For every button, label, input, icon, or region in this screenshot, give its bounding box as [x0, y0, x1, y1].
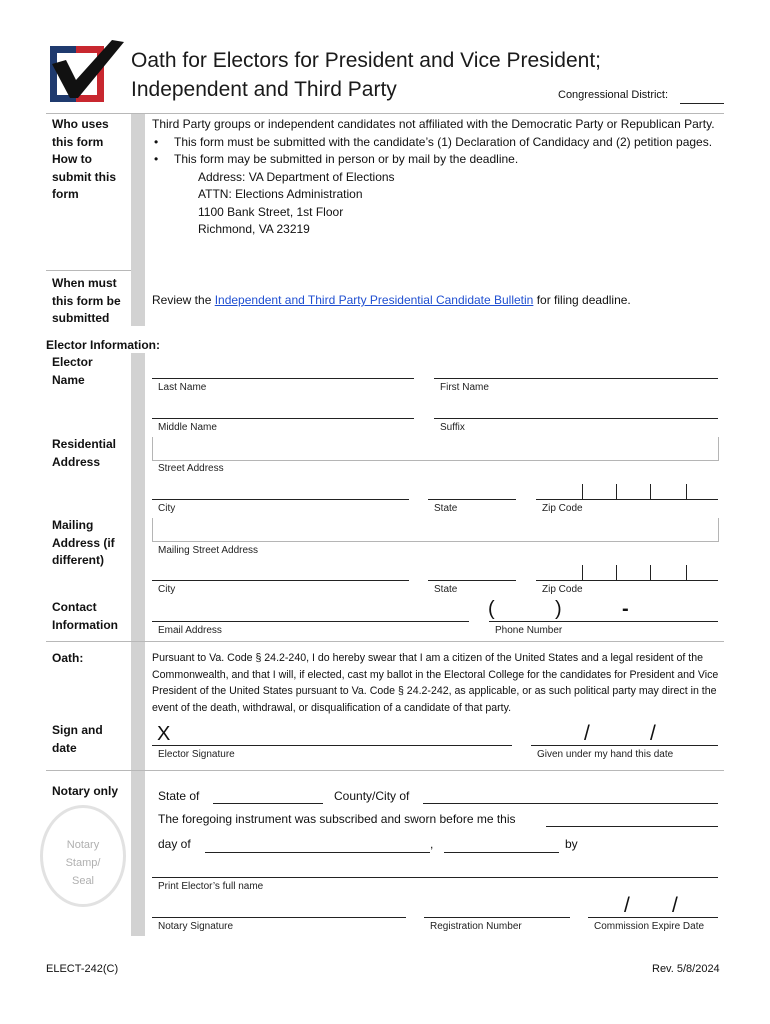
day-of-label: day of: [158, 837, 191, 851]
elector-full-name-field[interactable]: [152, 877, 718, 878]
mailing-zip-caption: Zip Code: [542, 584, 583, 595]
date-slash: /: [650, 722, 656, 745]
mailing-state-caption: State: [434, 584, 458, 595]
state-of-label: State of: [158, 789, 200, 803]
stamp-text: Notary: [66, 839, 100, 851]
year-field[interactable]: [444, 852, 559, 853]
sign-and-date-label: Sign and date: [52, 723, 103, 755]
notary-only-label: Notary only: [52, 784, 119, 798]
commission-slash: /: [624, 894, 630, 917]
print-name-caption: Print Elector’s full name: [158, 881, 264, 892]
elector-information-heading: Elector Information:: [46, 338, 161, 352]
oath-text: Pursuant to Va. Code § 24.2-240, I do hereby swear that I am a citizen of the United States and a legal resident of the Commonwealth, and that I will, if elected, cast my ballot in the Electoral College for the candidates for President and Vice President of the United States pursuant to Va. Code § 24.2-242, as applicable, or as such political party may direct in the event of the death, withdrawal, or disqualification of a candidate of that party.: [152, 652, 719, 714]
foregoing-text: The foregoing instrument was subscribed and sworn before me this: [158, 812, 516, 826]
city-field[interactable]: [152, 499, 409, 500]
suffix-caption: Suffix: [440, 422, 465, 433]
sign-date-field[interactable]: [531, 745, 718, 746]
how-to-submit-label: How to submit this form: [52, 152, 117, 201]
x-mark: X: [157, 723, 171, 745]
date-slash: /: [584, 722, 590, 745]
address-line: 1100 Bank Street, 1st Floor: [198, 204, 344, 219]
address-line: Address: VA Department of Elections: [198, 169, 395, 184]
mailing-address-label: Mailing Address (if different): [52, 518, 115, 567]
mailing-zip-field[interactable]: [536, 580, 718, 581]
mailing-street-caption: Mailing Street Address: [158, 545, 259, 556]
mailing-city-caption: City: [158, 584, 176, 595]
mailing-city-field[interactable]: [152, 580, 409, 581]
last-name-caption: Last Name: [158, 382, 207, 393]
county-city-label: County/City of: [334, 789, 410, 803]
phone-caption: Phone Number: [495, 625, 563, 636]
form-title-line2: Independent and Third Party: [131, 78, 397, 101]
given-date-caption: Given under my hand this date: [537, 749, 674, 760]
comma: ,: [430, 837, 434, 851]
email-field[interactable]: [152, 621, 469, 622]
zip-code-caption: Zip Code: [542, 503, 583, 514]
registration-number-caption: Registration Number: [430, 921, 522, 932]
sworn-day-field[interactable]: [546, 826, 718, 827]
when-prefix: Review the: [152, 293, 215, 307]
county-city-field[interactable]: [423, 803, 718, 804]
registration-number-field[interactable]: [424, 917, 570, 918]
first-name-field[interactable]: [434, 378, 718, 379]
va-elections-logo: [46, 40, 126, 106]
address-line: Richmond, VA 23219: [198, 222, 310, 236]
street-address-caption: Street Address: [158, 463, 224, 474]
first-name-caption: First Name: [440, 382, 489, 393]
suffix-field[interactable]: [434, 418, 718, 419]
phone-open-paren: (: [488, 598, 495, 620]
contact-information-label: Contact Information: [52, 600, 118, 632]
elector-signature-caption: Elector Signature: [158, 749, 235, 760]
stamp-text: Stamp/: [65, 857, 101, 869]
form-id: ELECT-242(C): [46, 963, 119, 975]
who-uses-label: Who uses this form: [52, 117, 109, 149]
when-suffix: for filing deadline.: [533, 293, 631, 307]
form-title-line1: Oath for Electors for President and Vice President;: [131, 49, 602, 72]
phone-dash: -: [622, 598, 629, 620]
bullet-in-person: • This form may be submitted in person or by mail by the deadline.: [152, 151, 724, 169]
commission-slash: /: [672, 894, 678, 917]
bullet-submit-with: • This form must be submitted with the candidate’s (1) Declaration of Candidacy and (2) petition pages.: [152, 134, 724, 152]
state-caption: State: [434, 503, 458, 514]
commission-expire-caption: Commission Expire Date: [594, 921, 705, 932]
month-field[interactable]: [205, 852, 430, 853]
congressional-district-label: Congressional District:: [558, 89, 669, 101]
residential-address-label: Residential Address: [52, 437, 117, 469]
oath-label: Oath:: [52, 651, 84, 665]
phone-field[interactable]: [489, 621, 718, 622]
phone-close-paren: ): [555, 598, 562, 620]
city-caption: City: [158, 503, 176, 514]
state-of-field[interactable]: [213, 803, 323, 804]
notary-signature-field[interactable]: [152, 917, 406, 918]
mailing-state-field[interactable]: [428, 580, 516, 581]
commission-date-field[interactable]: [588, 917, 718, 918]
notary-signature-caption: Notary Signature: [158, 921, 234, 932]
stamp-text: Seal: [71, 875, 95, 887]
address-line: ATTN: Elections Administration: [198, 187, 363, 201]
when-submitted-label: When must this form be submitted: [52, 276, 121, 325]
zip-code-field[interactable]: [536, 499, 718, 500]
middle-name-field[interactable]: [152, 418, 414, 419]
congressional-district-field[interactable]: [680, 103, 724, 104]
state-field[interactable]: [428, 499, 516, 500]
by-label: by: [565, 837, 578, 851]
elector-name-label: Elector Name: [52, 355, 93, 387]
middle-name-caption: Middle Name: [158, 422, 217, 433]
elector-signature-field[interactable]: [152, 745, 512, 746]
bulletin-link[interactable]: Independent and Third Party Presidential Candidate Bulletin: [214, 293, 534, 307]
last-name-field[interactable]: [152, 378, 414, 379]
email-caption: Email Address: [158, 625, 222, 636]
street-address-field[interactable]: [152, 437, 719, 461]
mailing-street-field[interactable]: [152, 518, 719, 542]
who-uses-text: Third Party groups or independent candidates not affiliated with the Democratic Party or Republican Party.: [152, 117, 715, 131]
revision-date: Rev. 5/8/2024: [652, 963, 720, 975]
